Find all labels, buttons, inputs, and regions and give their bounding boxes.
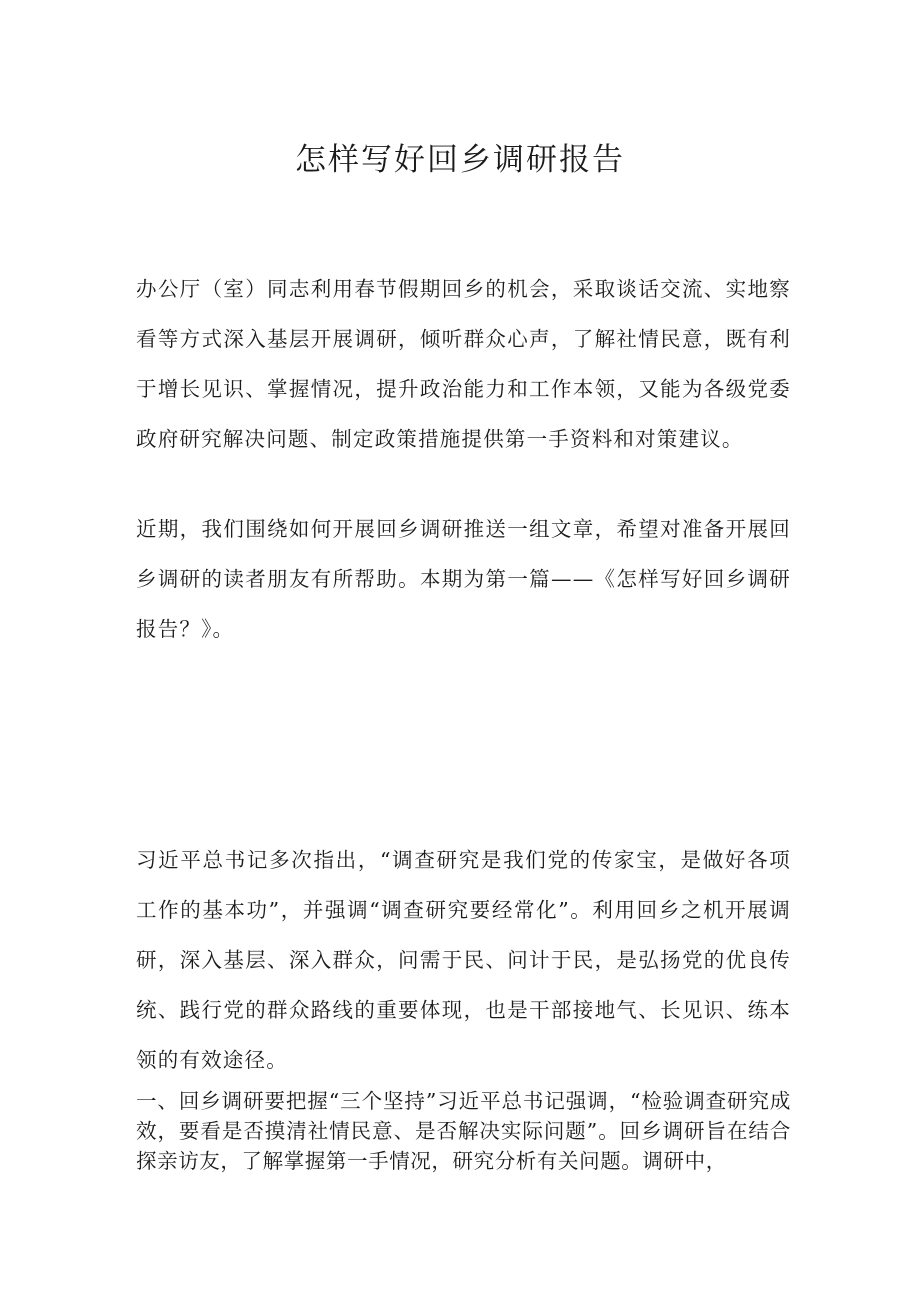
paragraph-intro: 办公厅（室）同志利用春节假期回乡的机会，采取谈话交流、实地察看等方式深入基层开展调研，倾听群众心声，了解社情民意，既有利于增长见识、掌握情况，提升政治能力和工作本领，又能为各级党委政府研究解决问题、制定政策措施提供第一手资料和对策建议。 xyxy=(136,277,791,451)
document-title: 怎样写好回乡调研报告 xyxy=(295,142,625,178)
paragraph-quote: 习近平总书记多次指出，“调查研究是我们党的传家宝，是做好各项工作的基本功”，并强调“调查研究要经常化”。利用回乡之机开展调研，深入基层、深入群众，问需于民、问计于民，是弘扬党的优良传统、践行党的群众路线的重要体现，也是干部接地气、长见识、练本领的有效途径。 xyxy=(136,848,791,1072)
paragraph-section-one: 一、回乡调研要把握“三个坚持”习近平总书记强调，“检验调查研究成效，要看是否摸清社情民意、是否解决实际问题”。回乡调研旨在结合探亲访友，了解掌握第一手情况，研究分析有关问题。调研中， xyxy=(136,1089,791,1173)
paragraph-series-note: 近期，我们围绕如何开展回乡调研推送一组文章，希望对准备开展回乡调研的读者朋友有所帮助。本期为第一篇——《怎样写好回乡调研报告？》。 xyxy=(136,517,791,641)
